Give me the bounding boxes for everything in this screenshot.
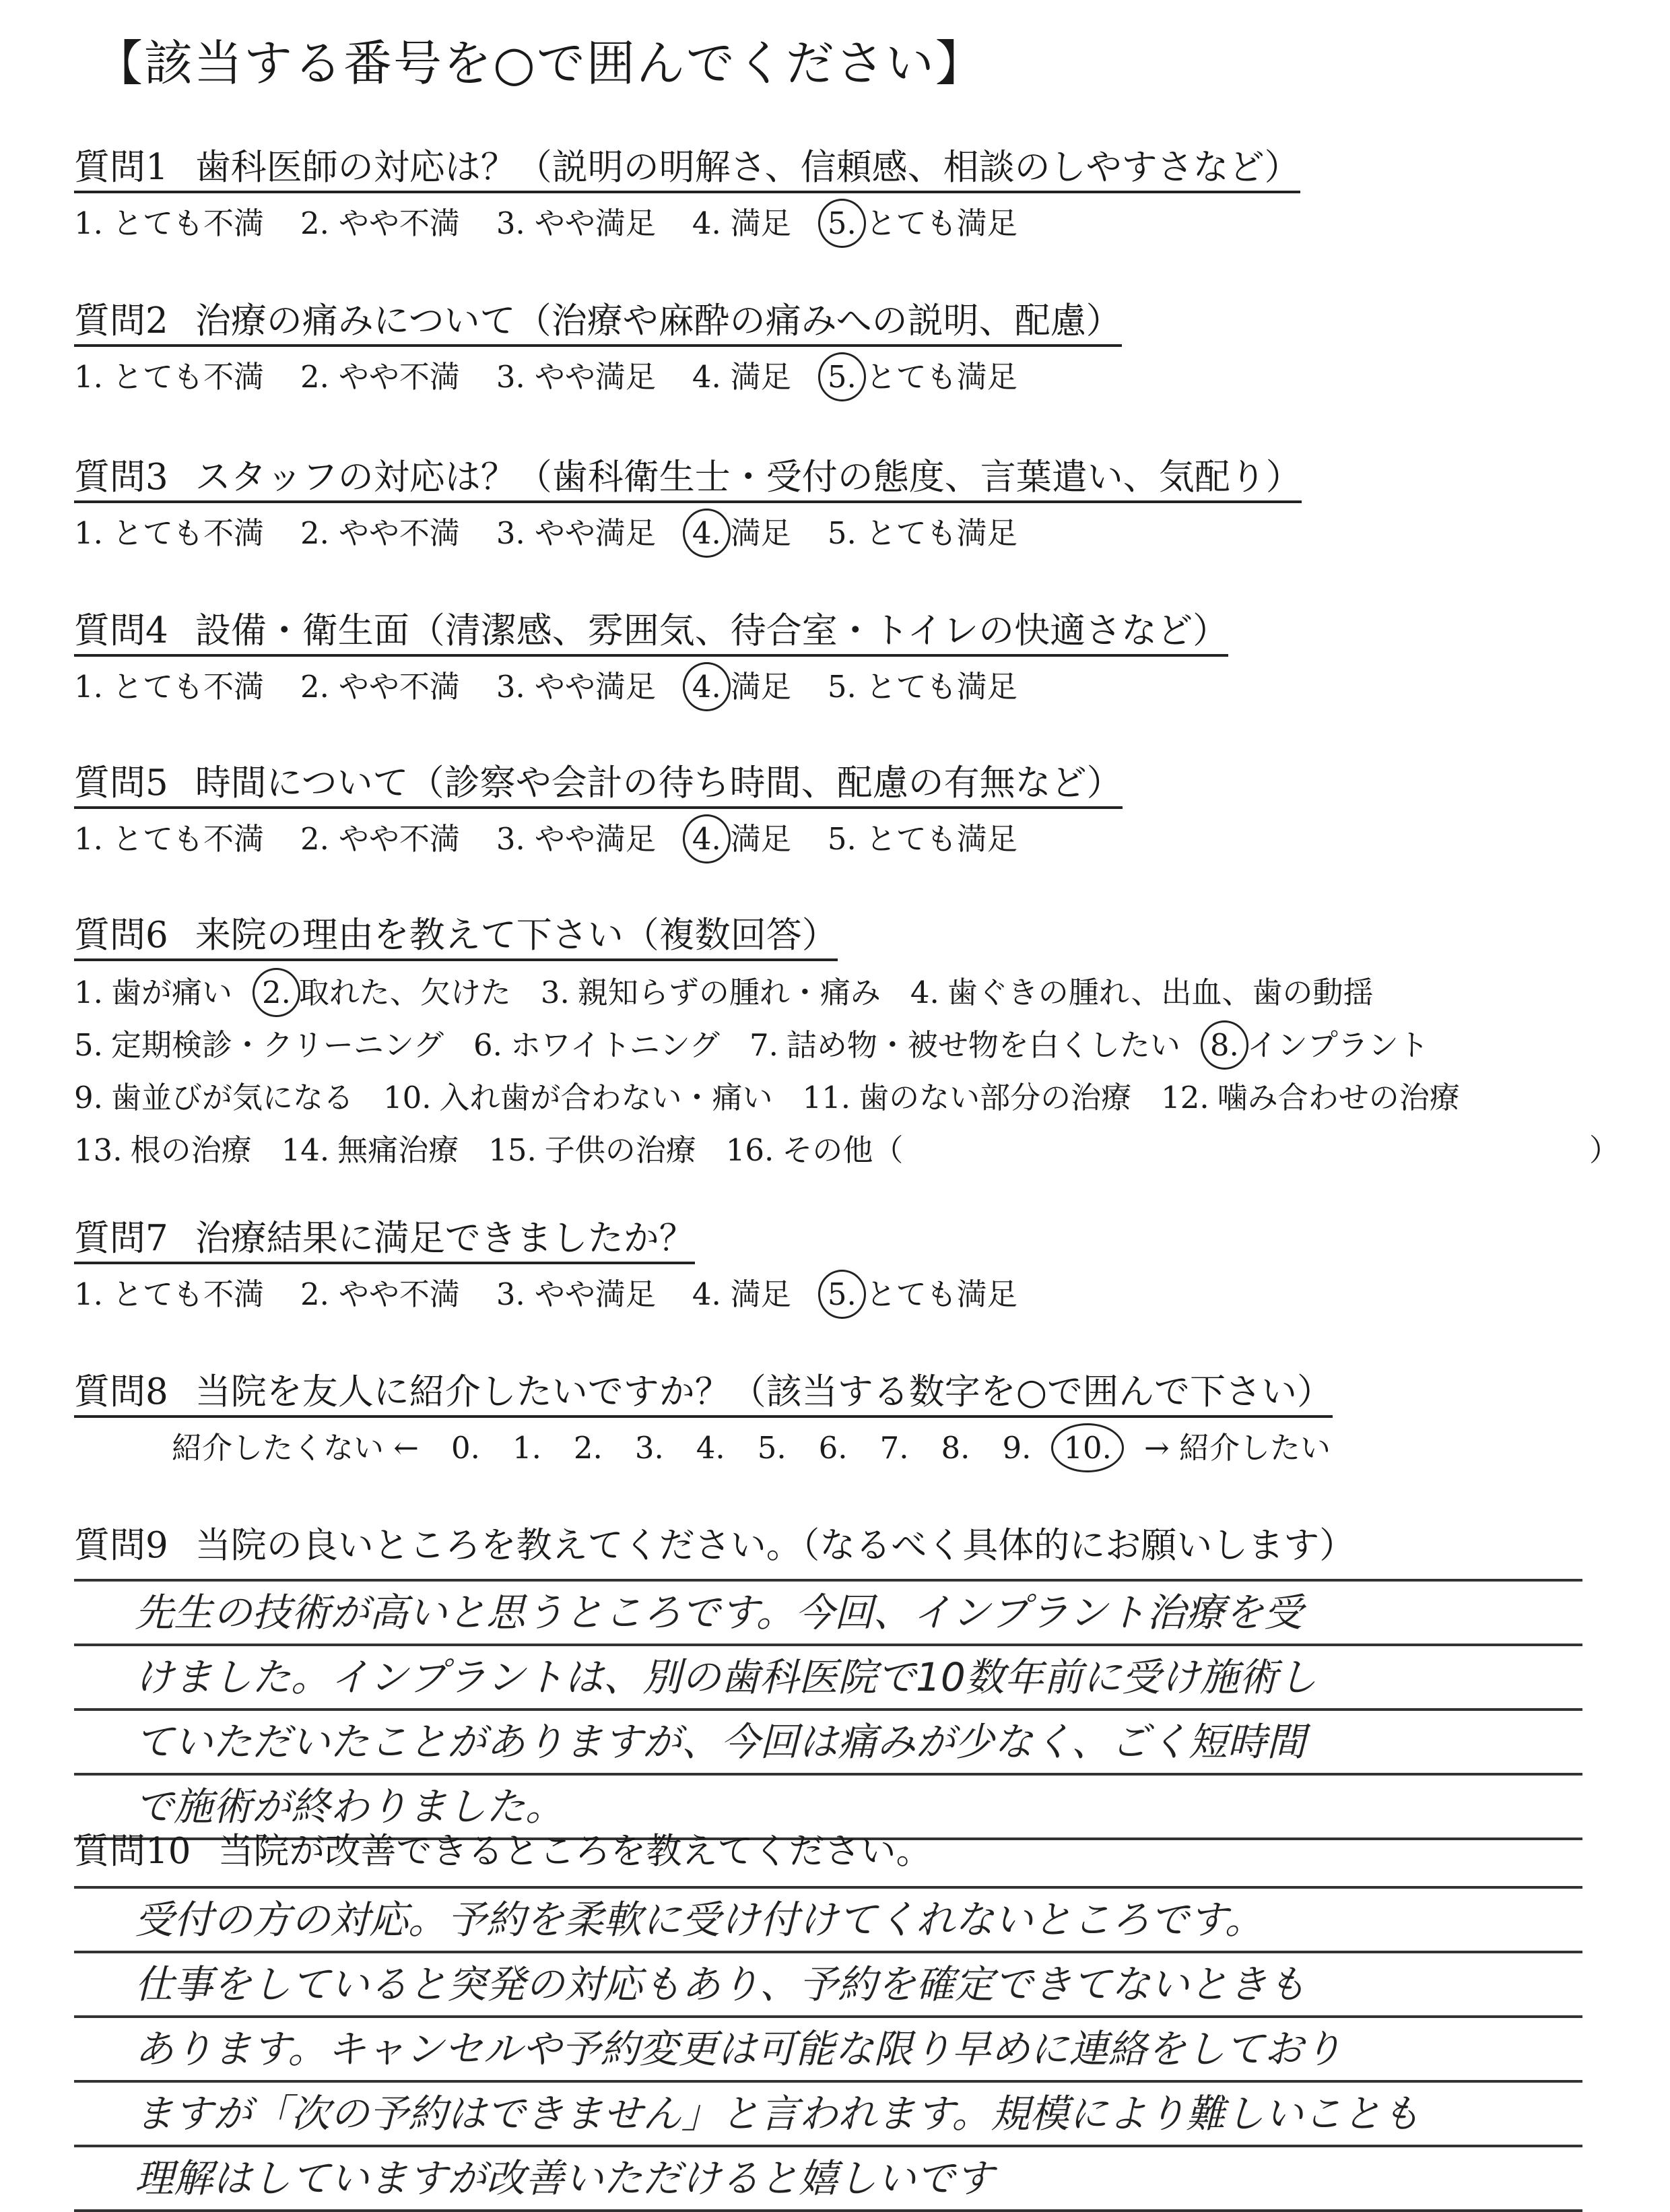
option-5[interactable] (827, 515, 1017, 551)
option-label: 歯のない部分の治療 (859, 1080, 1132, 1115)
option-2[interactable] (300, 205, 460, 241)
recommend-scale (74, 1430, 1623, 1466)
question-text: スタッフの対応は？（歯科衛生士・受付の態度、言葉遣い、気配り） (195, 457, 1302, 498)
question-number: 質問1 (74, 147, 168, 188)
scale-value-6[interactable]: 6. (818, 1430, 848, 1466)
question-10-heading (74, 1833, 931, 1875)
other-paren-close: ） (1589, 1132, 1620, 1168)
option-label: とても満足 (865, 515, 1017, 551)
reason-row (74, 1132, 1623, 1188)
option-1[interactable] (74, 669, 264, 705)
option-label: やや満足 (534, 515, 656, 551)
question-text: 当院の良いところを教えてください。（なるべく具体的にお願いします） (195, 1525, 1356, 1566)
question-text: 当院が改善できるところを教えてください。 (218, 1831, 932, 1872)
option-5-circled[interactable] (827, 1276, 1017, 1312)
option-label: 満足 (730, 669, 791, 705)
option-label: とても満足 (865, 669, 1017, 705)
option-4-circled[interactable] (692, 515, 791, 551)
option-number: 6. (473, 1027, 502, 1063)
question-2 (74, 300, 1623, 395)
handwritten-answer-line[interactable]: あります。キャンセルや予約変更は可能な限り早めに連絡をしており (74, 2018, 1582, 2083)
answer-10-lines (74, 1886, 1582, 2212)
option-3[interactable] (496, 359, 656, 395)
option-number: 2. (300, 669, 329, 705)
option-5-circled[interactable] (827, 205, 1017, 241)
option-label: とても満足 (865, 359, 1017, 395)
question-text: 治療結果に満足できましたか？ (195, 1218, 695, 1259)
option-4-circled[interactable] (692, 669, 791, 705)
option-label: 根の治療 (130, 1132, 252, 1168)
option-label: 満足 (730, 205, 791, 241)
option-1[interactable] (74, 515, 264, 551)
question-text: 来院の理由を教えて下さい（複数回答） (195, 915, 838, 956)
reason-option[interactable] (910, 977, 1374, 1008)
option-number: 8. (1209, 1027, 1239, 1063)
reason-option[interactable] (383, 1082, 773, 1113)
option-number: 9. (74, 1080, 103, 1115)
option-label: 満足 (730, 1276, 791, 1312)
scale-value-8[interactable]: 8. (941, 1430, 970, 1466)
option-5[interactable] (827, 669, 1017, 705)
option-number: 5. (827, 205, 857, 241)
option-label: やや不満 (338, 205, 460, 241)
option-number: 4. (910, 975, 939, 1010)
option-4[interactable] (692, 359, 791, 395)
reason-option[interactable] (749, 1027, 1180, 1063)
option-3[interactable] (496, 669, 656, 705)
option-number: 2. (261, 975, 291, 1010)
option-1[interactable] (74, 821, 264, 857)
option-4[interactable] (692, 205, 791, 241)
option-number: 1. (74, 515, 103, 551)
reason-option[interactable] (74, 977, 232, 1008)
scale-value-3[interactable]: 3. (634, 1430, 664, 1466)
option-label: 取れた、欠けた (298, 975, 511, 1010)
question-9-heading (74, 1525, 1356, 1569)
question-7 (74, 1218, 1623, 1312)
answer-options (74, 821, 1623, 857)
page-title: 【該当する番号を○で囲んでください】 (94, 35, 985, 92)
option-number: 1. (74, 359, 103, 395)
option-number: 4. (692, 359, 721, 395)
option-1[interactable] (74, 205, 264, 241)
option-number: 2. (300, 205, 329, 241)
option-label: やや満足 (534, 1276, 656, 1312)
question-7-heading (74, 1218, 695, 1264)
option-number: 3. (496, 205, 525, 241)
reason-option[interactable] (541, 977, 881, 1008)
question-6-heading (74, 917, 838, 961)
option-number: 1. (74, 669, 103, 705)
handwritten-answer-line[interactable]: 先生の技術が高いと思うところです。今回、インプラント治療を受 (74, 1579, 1582, 1646)
handwritten-answer-line[interactable]: 受付の方の対応。予約を柔軟に受け付けてくれないところです。 (74, 1886, 1582, 1953)
option-label: その他（ (782, 1132, 904, 1168)
option-label: 満足 (730, 821, 791, 857)
option-label: とても満足 (865, 205, 1017, 241)
answer-options (74, 205, 1623, 241)
option-3[interactable] (496, 821, 656, 857)
option-label: とても不満 (112, 1276, 264, 1312)
question-text: 歯科医師の対応は？（説明の明解さ、信頼感、相談のしやすさなど） (195, 147, 1300, 188)
handwritten-answer-line[interactable]: で施術が終わりました。 (74, 1776, 1582, 1840)
option-number: 14. (281, 1132, 330, 1168)
option-label: やや満足 (534, 821, 656, 857)
option-2[interactable] (300, 515, 460, 551)
option-number: 10. (382, 1080, 432, 1115)
option-number: 7. (749, 1027, 778, 1063)
option-label: ホワイトニング (510, 1027, 720, 1063)
scale-value-0[interactable]: 0. (451, 1430, 480, 1466)
question-number: 質問9 (74, 1525, 168, 1566)
answer-options (74, 515, 1623, 551)
option-label: 定期検診・クリーニング (110, 1027, 444, 1063)
option-label: 満足 (730, 515, 791, 551)
option-5[interactable] (827, 821, 1017, 857)
scale-value-4[interactable]: 4. (696, 1430, 725, 1466)
option-3[interactable] (496, 205, 656, 241)
option-number: 4. (692, 669, 721, 705)
option-label: とても不満 (112, 669, 264, 705)
option-number: 4. (692, 205, 721, 241)
option-label: 親知らずの腫れ・痛み (577, 975, 881, 1010)
scale-value-10[interactable]: 10. (1063, 1430, 1112, 1466)
option-number: 3. (496, 1276, 525, 1312)
option-number: 3. (496, 359, 525, 395)
option-number: 5. (827, 821, 857, 857)
scale-value-5[interactable]: 5. (757, 1430, 787, 1466)
question-1-heading (74, 147, 1300, 193)
option-number: 3. (496, 669, 525, 705)
option-3[interactable] (496, 515, 656, 551)
option-label: 詰め物・被せ物を白くしたい (786, 1027, 1180, 1063)
scale-right-label: → 紹介したい (1143, 1430, 1331, 1466)
option-label: 満足 (730, 359, 791, 395)
handwritten-answer-line[interactable]: ますが「次の予約はできません」と言われます。規模により難しいことも (74, 2083, 1582, 2147)
option-label: とても不満 (112, 515, 264, 551)
option-label: やや不満 (338, 515, 460, 551)
option-label: とても不満 (112, 821, 264, 857)
scale-value-9[interactable]: 9. (1002, 1430, 1032, 1466)
question-number: 質問6 (74, 915, 168, 956)
handwritten-answer-line[interactable]: 仕事をしていると突発の対応もあり、予約を確定できてないときも (74, 1953, 1582, 2018)
answer-options (74, 669, 1623, 705)
reason-options (74, 977, 1623, 1188)
option-number: 4. (692, 515, 721, 551)
option-label: 子供の治療 (544, 1132, 696, 1168)
handwritten-answer-line[interactable]: ていただいたことがありますが、今回は痛みが少なく、ごく短時間 (74, 1711, 1582, 1776)
option-label: やや満足 (534, 669, 656, 705)
option-2[interactable] (300, 821, 460, 857)
question-number: 質問10 (74, 1831, 191, 1872)
option-number: 4. (692, 1276, 721, 1312)
option-label: やや不満 (338, 359, 460, 395)
option-number: 1. (74, 1276, 103, 1312)
reason-option[interactable] (488, 1132, 696, 1168)
handwritten-answer-line[interactable]: けました。インプラントは、別の歯科医院で10数年前に受け施術し (74, 1646, 1582, 1711)
option-number: 13. (74, 1132, 123, 1168)
reason-option[interactable] (803, 1082, 1132, 1113)
option-label: やや不満 (338, 669, 460, 705)
option-label: やや不満 (338, 1276, 460, 1312)
option-number: 5. (827, 359, 857, 395)
option-number: 5. (827, 669, 857, 705)
question-text: 時間について（診察や会計の待ち時間、配慮の有無など） (195, 762, 1123, 804)
option-2[interactable] (300, 1276, 460, 1312)
reason-option[interactable] (262, 977, 511, 1008)
question-text: 当院を友人に紹介したいですか？（該当する数字を○で囲んで下さい） (195, 1371, 1333, 1412)
reason-row (74, 1027, 1623, 1082)
option-4[interactable] (692, 1276, 791, 1312)
option-number: 2. (300, 515, 329, 551)
question-number: 質問3 (74, 457, 168, 498)
option-label: とても満足 (865, 1276, 1017, 1312)
question-8-heading (74, 1371, 1333, 1418)
option-label: インプラント (1246, 1027, 1429, 1063)
question-text: 治療の痛みについて（治療や麻酔の痛みへの説明、配慮） (195, 300, 1122, 341)
scale-value-7[interactable]: 7. (879, 1430, 909, 1466)
option-number: 5. (827, 515, 857, 551)
question-10 (74, 1833, 1623, 1875)
option-5-circled[interactable] (827, 359, 1017, 395)
scale-value-1[interactable]: 1. (512, 1430, 541, 1466)
reason-option[interactable] (473, 1027, 720, 1063)
question-number: 質問7 (74, 1218, 168, 1259)
option-label: 歯が痛い (110, 975, 232, 1010)
answer-options (74, 359, 1623, 395)
question-6 (74, 917, 1623, 1188)
option-number: 12. (1161, 1080, 1209, 1115)
option-2[interactable] (300, 669, 460, 705)
question-4-heading (74, 610, 1229, 657)
option-label: 噛み合わせの治療 (1217, 1080, 1460, 1115)
answer-options (74, 1276, 1623, 1312)
scale-left-label: 紹介したくない ← (172, 1430, 420, 1466)
option-number: 2. (300, 821, 329, 857)
option-number: 1. (74, 205, 103, 241)
reason-option[interactable] (281, 1132, 459, 1168)
option-1[interactable] (74, 359, 264, 395)
question-8 (74, 1371, 1623, 1466)
option-label: とても満足 (865, 821, 1017, 857)
reason-option[interactable] (1209, 1027, 1429, 1063)
question-text: 設備・衛生面（清潔感、雰囲気、待合室・トイレの快適さなど） (195, 610, 1229, 651)
reason-option[interactable] (74, 1132, 252, 1168)
question-5-heading (74, 762, 1123, 809)
option-label: とても不満 (112, 359, 264, 395)
question-5 (74, 762, 1623, 857)
question-3-heading (74, 459, 1302, 503)
question-number: 質問5 (74, 762, 168, 804)
question-2-heading (74, 300, 1122, 347)
option-number: 3. (496, 821, 525, 857)
reason-row (74, 977, 1623, 1030)
option-3[interactable] (496, 1276, 656, 1312)
option-label: やや満足 (534, 205, 656, 241)
option-number: 4. (692, 821, 721, 857)
option-number: 5. (827, 1276, 857, 1312)
option-label: 歯並びが気になる (110, 1080, 354, 1115)
option-number: 3. (496, 515, 525, 551)
scale-value-2[interactable]: 2. (573, 1430, 603, 1466)
option-number: 2. (300, 359, 329, 395)
option-number: 16. (725, 1132, 774, 1168)
handwritten-answer-line[interactable]: 理解はしていますが改善いただけると嬉しいです (74, 2147, 1582, 2212)
option-4-circled[interactable] (692, 821, 791, 857)
question-number: 質問2 (74, 300, 168, 341)
reason-option[interactable] (725, 1132, 904, 1168)
option-label: 歯ぐきの腫れ、出血、歯の動揺 (947, 975, 1374, 1010)
option-label: 無痛治療 (337, 1132, 459, 1168)
question-3 (74, 457, 1623, 551)
option-number: 1. (74, 975, 103, 1010)
option-label: 入れ歯が合わない・痛い (439, 1080, 773, 1115)
option-number: 11. (802, 1080, 851, 1115)
option-number: 5. (74, 1027, 103, 1063)
question-number: 質問8 (74, 1371, 168, 1412)
option-2[interactable] (300, 359, 460, 395)
reason-row (74, 1082, 1623, 1135)
reason-option[interactable] (74, 1027, 444, 1063)
answer-9-lines (74, 1579, 1582, 1840)
question-1 (74, 147, 1623, 241)
option-label: やや不満 (338, 821, 460, 857)
option-label: とても不満 (112, 205, 264, 241)
option-number: 3. (540, 975, 570, 1010)
option-number: 2. (300, 1276, 329, 1312)
option-label: やや満足 (534, 359, 656, 395)
reason-option[interactable] (74, 1082, 354, 1113)
question-number: 質問4 (74, 610, 168, 651)
option-number: 15. (488, 1132, 537, 1168)
question-9 (74, 1525, 1623, 1569)
option-1[interactable] (74, 1276, 264, 1312)
option-number: 1. (74, 821, 103, 857)
question-4 (74, 610, 1623, 705)
reason-option[interactable] (1161, 1082, 1460, 1113)
